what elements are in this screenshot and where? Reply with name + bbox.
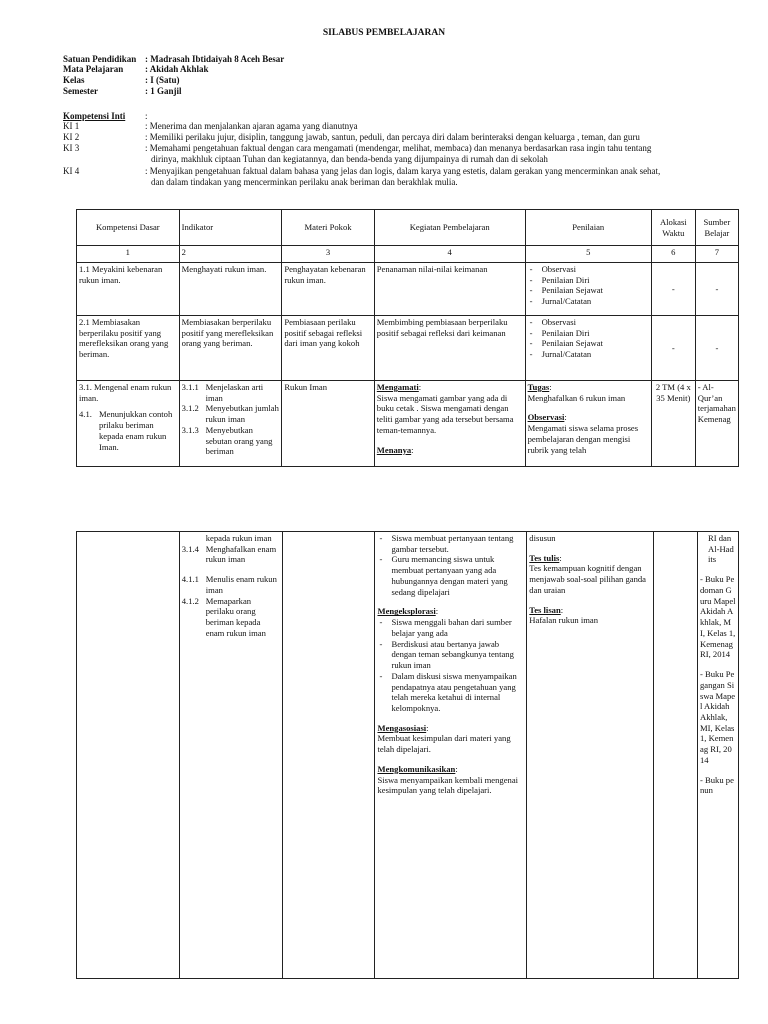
penilaian-cell: - Observasi - Penilaian Diri - Penilaian Sejawat - Jurnal/Catatan bbox=[525, 316, 651, 381]
kd-cell: 2.1 Membiasakan berperilaku positif yang merefleksikan orang yang beriman. bbox=[77, 316, 180, 381]
alokasi-cell bbox=[654, 532, 698, 979]
header-row bbox=[77, 210, 739, 246]
header-materi-pokok: Materi Pokok bbox=[282, 210, 374, 246]
table-row bbox=[77, 381, 739, 467]
syllabus-table-page1 bbox=[76, 209, 739, 467]
syllabus-table-page2 bbox=[76, 531, 739, 979]
header-kegiatan: Kegiatan Pembelajaran bbox=[374, 210, 525, 246]
header-penilaian: Penilaian bbox=[525, 210, 651, 246]
table-row: 2.1 Membiasakan berperilaku positif yang merefleksikan orang yang beriman. Membiasakan berperilaku positif yang merefleksikan orang yang beriman. Pembiasaan perilaku positif sebagai refleksi dari iman yang kokoh Membimbing pembiasaan berperilaku positif sebagai refleksi dari keimanan - Observasi - Penilaian Diri - Penilaian Sejawat - Jurnal/Catatan - - bbox=[77, 316, 739, 381]
kegiatan-cell: Membimbing pembiasaan berperilaku positif sebagai refleksi dari keimanan bbox=[374, 316, 525, 381]
indikator-cell: 3.1.1 Menjelaskan arti iman 3.1.2 Menyebutkan jumlah rukun iman 3.1.3 Menyebutkan sebutan orang yang beriman bbox=[179, 381, 282, 467]
indikator-cell: Menghayati rukun iman. bbox=[179, 263, 282, 316]
penilaian-cell: disusun Tes tulis: Tes kemampuan kognitif dengan menjawab soal-soal pilihan ganda dan uraian Tes lisan: Hafalan rukun iman bbox=[527, 532, 654, 979]
kegiatan-cell: - Siswa membuat pertanyaan tentang gambar tersebut. - Guru memancing siswa untuk membuat pertanyaan yang ada hubungannya dengan materi yang sedang dipelajari Mengeksplorasi: - Siswa menggali bahan dari sumber belajar yang ada - Berdiskusi atau bertanya jawab dengan teman sebangkunya tentang rukun iman - Dalam diskusi siswa menyampaikan pendapatnya atau pengetahuan yang telah mereka ketahui di internal kelompoknya. Mengasosiasi: Membuat kesimpulan dari materi yang telah dipelajari. Mengkomunikasikan: Siswa menyampaikan kembali mengenai kesimpulan yang telah dipelajari. bbox=[375, 532, 527, 979]
kegiatan-cell: Penanaman nilai-nilai keimanan bbox=[374, 263, 525, 316]
sumber-cell: RI dan Al-Hadits - Buku Pedoman Guru Mapel Akidah Akhlak, MI, Kelas 1, Kemenag RI, 2014 - Buku Pegangan Siswa Mapel Akidah Akhlak, MI, Kelas 1, Kemenag RI, 2014 - Buku penun bbox=[698, 532, 739, 979]
materi-cell: Pembiasaan perilaku positif sebagai refleksi dari iman yang kokoh bbox=[282, 316, 374, 381]
number-row: 1 2 3 4 5 6 7 bbox=[77, 246, 739, 263]
kd-cell: 3.1. Mengenal enam rukun iman. 4.1. Menunjukkan contoh prilaku beriman kepada enam rukun Iman. bbox=[77, 381, 180, 467]
kegiatan-cell: Mengamati: Siswa mengamati gambar yang ada di buku cetak . Siswa mengamati dengan teliti gambar yang ada tersebut bersama teman-temannya. Menanya: bbox=[374, 381, 525, 467]
table-row bbox=[77, 532, 739, 979]
ki-heading-colon: : bbox=[145, 111, 148, 121]
penilaian-cell: Tugas: Menghafalkan 6 rukun iman Observasi: Mengamati siswa selama proses pembelajaran dengan mengisi rubrik yang telah bbox=[525, 381, 651, 467]
header-kompetensi-dasar: Kompetensi Dasar bbox=[77, 210, 180, 246]
materi-cell: Penghayatan kebenaran rukun iman. bbox=[282, 263, 374, 316]
indikator-cell: Membiasakan berperilaku positif yang merefleksikan orang yang beriman. bbox=[179, 316, 282, 381]
header-indikator: Indikator bbox=[179, 210, 282, 246]
header-alokasi: Alokasi Waktu bbox=[651, 210, 695, 246]
penilaian-cell: - Observasi - Penilaian Diri - Penilaian Sejawat - Jurnal/Catatan bbox=[525, 263, 651, 316]
sumber-cell: - Al-Qur’an terjamahan Kemenag bbox=[695, 381, 738, 467]
kd-cell bbox=[77, 532, 180, 979]
materi-cell bbox=[282, 532, 375, 979]
materi-cell: Rukun Iman bbox=[282, 381, 374, 467]
kd-cell: 1.1 Meyakini kebenaran rukun iman. bbox=[77, 263, 180, 316]
indikator-cell: kepada rukun iman 3.1.4 Menghafalkan enam rukun iman 4.1.1 Menulis enam rukun iman 4.1.2 Memaparkan perilaku orang beriman kepada enam rukun iman bbox=[179, 532, 282, 979]
table-row: 1.1 Meyakini kebenaran rukun iman. Menghayati rukun iman. Penghayatan kebenaran rukun iman. Penanaman nilai-nilai keimanan - Observasi - Penilaian Diri - Penilaian Sejawat - Jurnal/Catatan - - bbox=[77, 263, 739, 316]
page-title: SILABUS PEMBELAJARAN bbox=[322, 28, 446, 38]
alokasi-cell: 2 TM (4 x 35 Menit) bbox=[651, 381, 695, 467]
header-sumber: Sumber Belajar bbox=[695, 210, 738, 246]
ki-heading: Kompetensi Inti bbox=[63, 111, 126, 121]
